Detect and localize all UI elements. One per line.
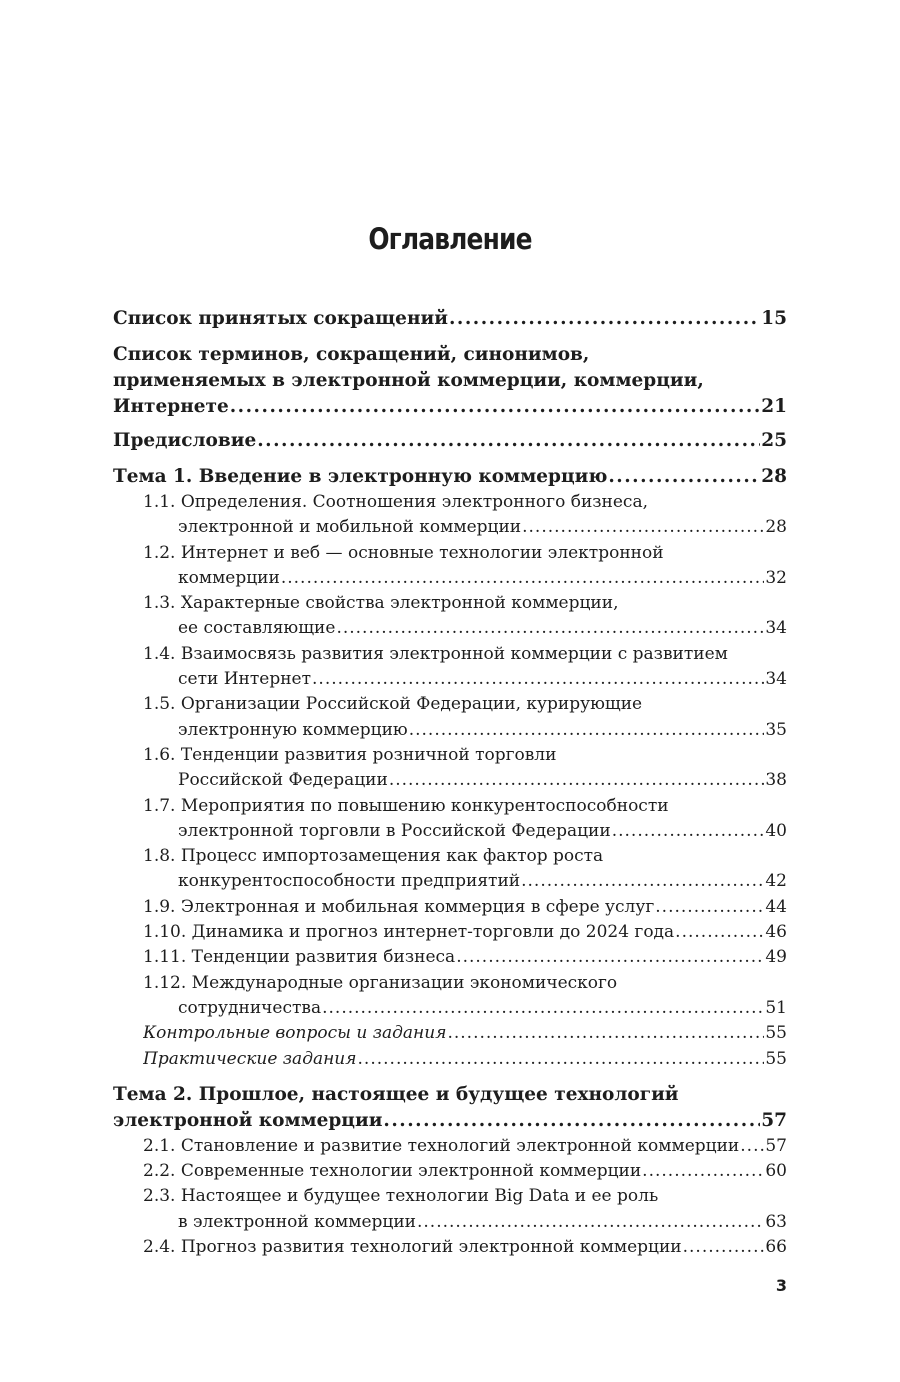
toc-entry-row — [143, 869, 787, 894]
toc-page-number: 15 — [761, 308, 787, 329]
toc-entry-title-line: Список терминов, сокращений, синонимов, — [113, 344, 590, 365]
toc-subsection[interactable] — [143, 971, 787, 1022]
toc-subsection[interactable] — [143, 743, 787, 794]
toc-entry-row — [143, 996, 787, 1021]
toc-entry-title: Практические задания — [143, 1048, 357, 1069]
toc-entry-title: электронную коммерцию — [178, 719, 408, 740]
toc-section[interactable] — [113, 1082, 787, 1134]
toc-entry-title: электронной коммерции — [113, 1109, 383, 1131]
toc-page-number: 44 — [765, 896, 787, 917]
toc-entry-title: Интернете — [113, 396, 229, 417]
toc-entry-row — [143, 667, 787, 692]
toc-entry-row — [113, 464, 787, 490]
toc-subsection[interactable] — [143, 692, 787, 743]
toc-page-number: 35 — [765, 719, 787, 740]
toc-entry-title: 2.1. Становление и развитие технологий электронной коммерции — [143, 1135, 740, 1156]
dot-leader — [447, 1021, 764, 1046]
dot-leader — [608, 464, 760, 490]
dot-leader — [655, 895, 764, 920]
toc-entry-title-line: 1.2. Интернет и веб — основные технологии электронной — [143, 542, 664, 563]
toc-entry-title: Контрольные вопросы и задания — [143, 1023, 447, 1044]
page-number: 3 — [775, 1276, 787, 1295]
dot-leader — [522, 515, 764, 540]
dot-leader — [456, 945, 764, 970]
dot-leader — [449, 306, 760, 332]
toc-entry-title-line: 1.1. Определения. Соотношения электронного бизнеса, — [143, 492, 648, 512]
toc-section[interactable] — [113, 428, 787, 454]
toc-page-number: 34 — [765, 618, 787, 639]
toc-subsection[interactable] — [143, 895, 787, 920]
toc-entry-row — [143, 920, 787, 945]
toc-page-number: 46 — [765, 922, 787, 943]
toc-entry-row — [143, 945, 787, 970]
toc-page-number: 28 — [765, 517, 787, 538]
toc-subsection[interactable] — [143, 1047, 787, 1072]
toc-page-number: 57 — [765, 1135, 787, 1156]
toc-entry-title: 1.10. Динамика и прогноз интернет-торговли до 2024 года — [143, 922, 675, 943]
toc-entry-title-line: 1.8. Процесс импортозамещения как фактор роста — [143, 846, 604, 867]
toc-subsection[interactable] — [143, 490, 787, 541]
toc-page-number: 55 — [765, 1048, 787, 1069]
toc-entry-row — [143, 1235, 787, 1260]
dot-leader — [336, 616, 764, 641]
toc-entry-row — [113, 428, 787, 454]
toc-entry-row — [143, 616, 787, 641]
toc-page-number: 55 — [765, 1023, 787, 1044]
dot-leader — [675, 920, 764, 945]
dot-leader — [322, 996, 764, 1021]
toc-entry-title-line: 1.7. Мероприятия по повышению конкурентоспособности — [143, 795, 669, 816]
toc-entry-row — [143, 768, 787, 793]
toc-subsection[interactable] — [143, 844, 787, 895]
toc-entry-title: 1.11. Тенденции развития бизнеса — [143, 947, 456, 968]
toc-entry-title: 2.4. Прогноз развития технологий электронной коммерции — [143, 1237, 682, 1258]
toc-entry-title: ее составляющие — [178, 618, 336, 639]
dot-leader — [358, 1047, 765, 1072]
toc-subsection[interactable] — [143, 1159, 787, 1184]
toc-entry-title: Список принятых сокращений — [113, 308, 448, 329]
toc-entry-row — [143, 515, 787, 540]
toc-entry-row — [143, 1134, 787, 1159]
toc-subsection[interactable] — [143, 920, 787, 945]
toc-page-number: 28 — [761, 466, 787, 487]
toc-entry-title: сотрудничества — [178, 997, 322, 1018]
toc-entry-row — [143, 1210, 787, 1235]
dot-leader — [417, 1210, 764, 1235]
dot-leader — [521, 869, 764, 894]
toc-entry-title-line: 1.3. Характерные свойства электронной коммерции, — [143, 593, 619, 614]
dot-leader — [281, 566, 765, 591]
toc-entry-row — [143, 895, 787, 920]
toc-page-number: 42 — [765, 871, 787, 892]
toc-entry-title-line: 1.6. Тенденции развития розничной торговли — [143, 744, 557, 765]
dot-leader — [683, 1235, 765, 1260]
toc-entry-title-line: 2.3. Настоящее и будущее технологии Big Data и ее роль — [143, 1186, 659, 1207]
toc-subsection[interactable] — [143, 1021, 787, 1046]
dot-leader — [612, 819, 765, 844]
toc-section[interactable] — [113, 342, 787, 420]
toc-entry-title: сети Интернет — [178, 669, 312, 690]
table-of-contents — [113, 306, 787, 1260]
dot-leader — [389, 768, 765, 793]
dot-leader — [409, 718, 765, 743]
toc-entry-row — [143, 718, 787, 743]
toc-page-number: 38 — [765, 770, 787, 791]
toc-page-number: 32 — [765, 567, 787, 588]
toc-page-number: 25 — [761, 430, 787, 451]
toc-entry-title: в электронной коммерции — [178, 1211, 416, 1232]
toc-entry-title: коммерции — [178, 567, 280, 588]
toc-page-number: 49 — [765, 947, 787, 968]
dot-leader — [642, 1159, 764, 1184]
toc-entry-row — [143, 566, 787, 591]
toc-entry-row — [143, 1021, 787, 1046]
dot-leader — [312, 667, 764, 692]
toc-subsection[interactable] — [143, 945, 787, 970]
toc-page-number: 63 — [765, 1211, 787, 1232]
toc-page-number: 57 — [761, 1109, 787, 1131]
toc-entry-title-line: Тема 2. Прошлое, настоящее и будущее технологий — [113, 1083, 679, 1105]
toc-entry-title: Российской Федерации — [178, 770, 388, 791]
toc-subsection[interactable] — [143, 591, 787, 642]
toc-entry-title-line: 1.4. Взаимосвязь развития электронной коммерции с развитием — [143, 643, 728, 664]
toc-entry-title: 1.9. Электронная и мобильная коммерция в сфере услуг — [143, 896, 655, 917]
toc-section[interactable] — [113, 464, 787, 490]
toc-entry-row — [113, 1108, 787, 1134]
page-title: Оглавление — [368, 222, 532, 256]
dot-leader — [257, 428, 760, 454]
dot-leader — [383, 1108, 760, 1134]
toc-entry-title-line: применяемых в электронной коммерции, коммерции, — [113, 370, 704, 391]
toc-entry-title-line: 1.12. Международные организации экономического — [143, 972, 618, 993]
toc-subsection[interactable] — [143, 1235, 787, 1260]
toc-subsection[interactable] — [143, 642, 787, 693]
toc-entry-title-line: 1.5. Организации Российской Федерации, курирующие — [143, 694, 643, 715]
toc-entry-row — [113, 306, 787, 332]
toc-entry-row — [143, 819, 787, 844]
toc-page-number: 34 — [765, 669, 787, 690]
toc-page-number: 60 — [765, 1161, 787, 1182]
toc-page-number: 40 — [765, 820, 787, 841]
toc-subsection[interactable] — [143, 794, 787, 845]
toc-entry-title: конкурентоспособности предприятий — [178, 871, 521, 892]
dot-leader — [230, 394, 761, 420]
toc-subsection[interactable] — [143, 541, 787, 592]
toc-entry-title: Тема 1. Введение в электронную коммерцию — [113, 466, 608, 487]
toc-entry-title: 2.2. Современные технологии электронной коммерции — [143, 1161, 642, 1182]
toc-page-number: 21 — [761, 396, 787, 417]
toc-section[interactable] — [113, 306, 787, 332]
toc-page-number: 66 — [765, 1237, 787, 1258]
toc-entry-title: Предисловие — [113, 430, 257, 451]
toc-entry-row — [143, 1047, 787, 1072]
toc-subsection[interactable] — [143, 1184, 787, 1235]
toc-entry-title: электронной торговли в Российской Федерации — [178, 820, 611, 841]
toc-page-number: 51 — [765, 997, 787, 1018]
toc-entry-title: электронной и мобильной коммерции — [178, 517, 522, 538]
toc-entry-row — [143, 1159, 787, 1184]
toc-entry-row — [113, 394, 787, 420]
dot-leader — [740, 1134, 764, 1159]
toc-subsection[interactable] — [143, 1134, 787, 1159]
